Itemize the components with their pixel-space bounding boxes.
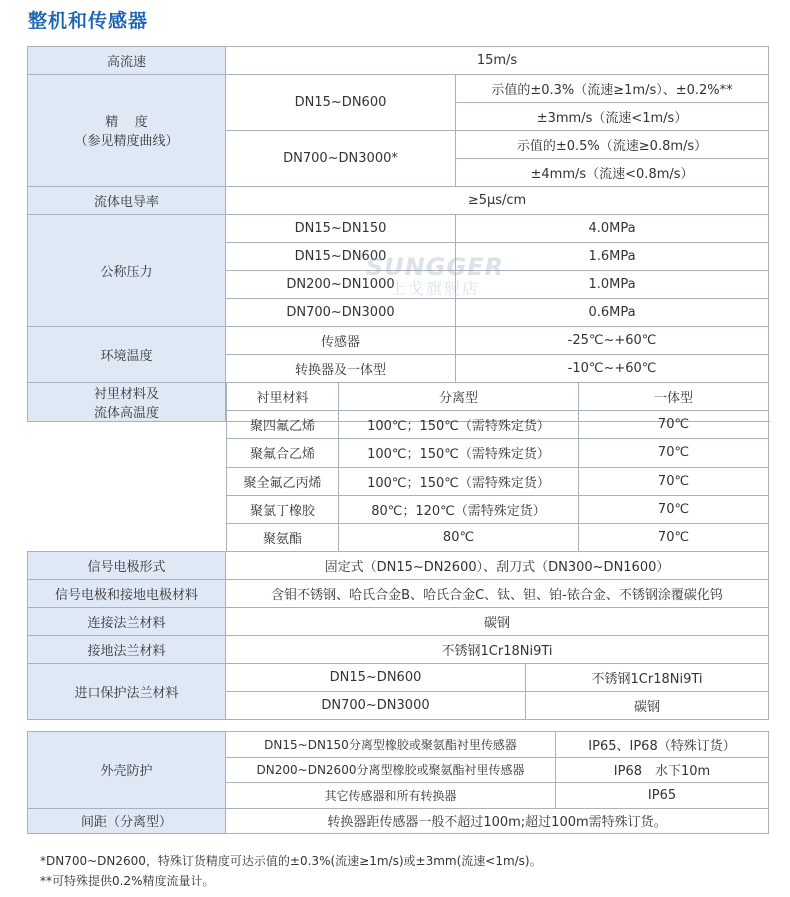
enclosure-desc-cell: 其它传感器和所有转换器 — [226, 783, 556, 809]
pressure-range-cell: DN15~DN600 — [226, 242, 456, 270]
table-row — [28, 608, 769, 636]
page-title: 整机和传感器 — [28, 10, 149, 32]
flow-speed-value: 15m/s — [226, 47, 769, 75]
lining-integral-cell: 70℃ — [579, 467, 769, 495]
table-row — [28, 732, 769, 758]
lining-integral-cell: 70℃ — [579, 411, 769, 439]
table-row — [28, 552, 769, 580]
footnote: *DN700~DN2600，特殊订货精度可达示值的±0.3%(流速≥1m/s)或±3mm(流速<1m/s)。 — [40, 854, 542, 868]
row-label-ambient: 环境温度 — [28, 326, 226, 382]
inlet-flange-value-cell: 碳钢 — [526, 692, 769, 720]
ambient-value-cell: -10℃~+60℃ — [456, 354, 769, 382]
electrode-material-value: 含钼不锈钢、哈氏合金B、哈氏合金C、钛、钽、铂-铱合金、不锈钢涂覆碳化钨 — [226, 580, 769, 608]
distance-value: 转换器距传感器一般不超过100m;超过100m需特殊订货。 — [226, 808, 769, 834]
lining-subtable — [226, 382, 769, 552]
flange-material-value: 碳钢 — [226, 608, 769, 636]
row-label-enclosure: 外壳防护 — [28, 732, 226, 809]
enclosure-table — [27, 731, 769, 834]
table-row — [28, 808, 769, 834]
row-label-conductivity: 流体电导率 — [28, 186, 226, 214]
table-row — [227, 411, 769, 439]
table-row — [28, 186, 769, 214]
enclosure-value-cell: IP68 水下10m — [556, 757, 769, 783]
lining-label-line1: 衬里材料及 — [93, 386, 159, 402]
pressure-range-cell: DN700~DN3000 — [226, 298, 456, 326]
watermark-store: 上戈旗舰店 — [389, 279, 480, 298]
enclosure-value-cell: IP65 — [556, 783, 769, 809]
accuracy-value-cell: 示值的±0.5%（流速≥0.8m/s） — [456, 130, 769, 158]
pressure-range-cell: DN200~DN1000 — [226, 270, 456, 298]
table-row — [28, 47, 769, 75]
pressure-value-cell: 0.6MPa — [456, 298, 769, 326]
enclosure-desc-cell: DN200~DN2600分离型橡胶或聚氨酯衬里传感器 — [226, 757, 556, 783]
table-row — [227, 495, 769, 523]
accuracy-sublabel: （参见精度曲线） — [74, 134, 179, 150]
table-row — [28, 664, 769, 692]
row-label-pressure: 公称压力 — [28, 214, 226, 326]
row-label-electrode-form: 信号电极形式 — [28, 552, 226, 580]
lining-label-line2: 流体高温度 — [93, 405, 159, 421]
table-row — [28, 580, 769, 608]
pressure-range-cell: DN15~DN150 — [226, 214, 456, 242]
ambient-name-cell: 转换器及一体型 — [226, 354, 456, 382]
table-row — [28, 326, 769, 354]
lining-header-material: 衬里材料 — [227, 383, 339, 411]
table-row — [227, 523, 769, 551]
electrode-form-value: 固定式（DN15~DN2600）、刮刀式（DN300~DN1600） — [226, 552, 769, 580]
accuracy-value-cell: ±3mm/s（流速<1m/s） — [456, 102, 769, 130]
table-row — [28, 636, 769, 664]
row-label-ground-flange: 接地法兰材料 — [28, 636, 226, 664]
conductivity-value: ≥5μs/cm — [226, 186, 769, 214]
table-row — [227, 383, 769, 411]
footnote: **可特殊提供0.2%精度流量计。 — [40, 874, 215, 888]
inlet-flange-range-cell: DN700~DN3000 — [226, 692, 526, 720]
spec-table-lower — [27, 551, 769, 720]
table-row — [227, 467, 769, 495]
lining-separate-cell: 100℃；150℃（需特殊定货） — [339, 439, 579, 467]
lining-material-cell: 聚氨酯 — [227, 523, 339, 551]
lining-material-cell: 聚氟合乙烯 — [227, 439, 339, 467]
watermark-brand: SUNGGER — [365, 253, 505, 281]
lining-material-cell: 聚四氟乙烯 — [227, 411, 339, 439]
lining-integral-cell: 70℃ — [579, 523, 769, 551]
row-label-inlet-flange: 进口保护法兰材料 — [28, 664, 226, 720]
lining-header-integral: 一体型 — [579, 383, 769, 411]
enclosure-desc-cell: DN15~DN150分离型橡胶或聚氨酯衬里传感器 — [226, 732, 556, 758]
row-label-distance: 间距（分离型） — [28, 808, 226, 834]
lining-integral-cell: 70℃ — [579, 439, 769, 467]
spec-table — [27, 46, 769, 422]
pressure-value-cell: 1.6MPa — [456, 242, 769, 270]
inlet-flange-value-cell: 不锈钢1Cr18Ni9Ti — [526, 664, 769, 692]
accuracy-value-cell: ±4mm/s（流速<0.8m/s） — [456, 158, 769, 186]
row-label-lining — [28, 382, 226, 421]
ground-flange-value: 不锈钢1Cr18Ni9Ti — [226, 636, 769, 664]
accuracy-value-cell: 示值的±0.3%（流速≥1m/s）、±0.2%** — [456, 74, 769, 102]
lining-material-cell: 聚氯丁橡胶 — [227, 495, 339, 523]
lining-material-cell: 聚全氟乙丙烯 — [227, 467, 339, 495]
ambient-name-cell: 传感器 — [226, 326, 456, 354]
table-row — [28, 74, 769, 102]
accuracy-range-cell: DN15~DN600 — [226, 74, 456, 130]
row-label-flow-speed: 高流速 — [28, 47, 226, 75]
lining-header-separate: 分离型 — [339, 383, 579, 411]
row-label-flange-material: 连接法兰材料 — [28, 608, 226, 636]
lining-separate-cell: 80℃ — [339, 523, 579, 551]
accuracy-label: 精 度 — [105, 115, 148, 131]
row-label-accuracy — [28, 74, 226, 186]
lining-separate-cell: 100℃；150℃（需特殊定货） — [339, 467, 579, 495]
table-row — [28, 214, 769, 242]
lining-separate-cell: 80℃；120℃（需特殊定货） — [339, 495, 579, 523]
accuracy-range-cell: DN700~DN3000* — [226, 130, 456, 186]
ambient-value-cell: -25℃~+60℃ — [456, 326, 769, 354]
pressure-value-cell: 1.0MPa — [456, 270, 769, 298]
pressure-value-cell: 4.0MPa — [456, 214, 769, 242]
row-label-electrode-material: 信号电极和接地电极材料 — [28, 580, 226, 608]
lining-integral-cell: 70℃ — [579, 495, 769, 523]
table-row — [227, 439, 769, 467]
enclosure-value-cell: IP65、IP68（特殊订货） — [556, 732, 769, 758]
lining-separate-cell: 100℃；150℃（需特殊定货） — [339, 411, 579, 439]
inlet-flange-range-cell: DN15~DN600 — [226, 664, 526, 692]
